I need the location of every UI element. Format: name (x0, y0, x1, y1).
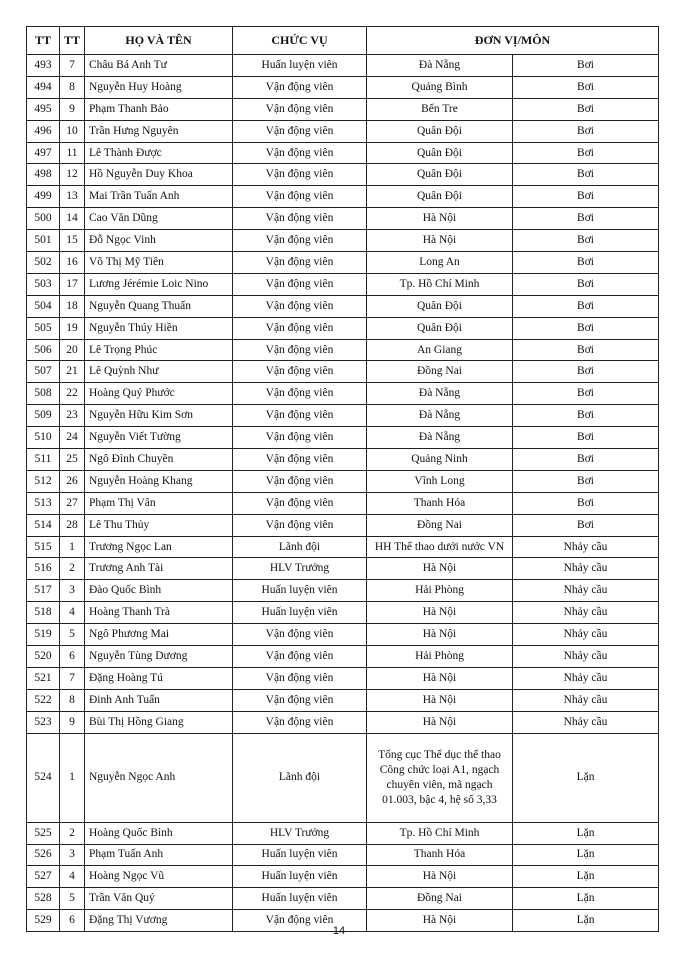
row-tt: 496 (27, 120, 60, 142)
row-sport: Bơi (513, 273, 659, 295)
row-tt: 516 (27, 558, 60, 580)
row-name: Hồ Nguyễn Duy Khoa (85, 164, 233, 186)
row-sport: Bơi (513, 230, 659, 252)
row-sport: Nhảy cầu (513, 711, 659, 733)
row-tt: 503 (27, 273, 60, 295)
row-role: Vận động viên (233, 910, 367, 932)
row-sub-tt: 9 (60, 98, 85, 120)
table-row (27, 405, 659, 427)
row-name: Nguyễn Viết Tường (85, 427, 233, 449)
row-sport: Nhảy cầu (513, 624, 659, 646)
row-unit: Quân Đội (367, 295, 513, 317)
row-role: Vận động viên (233, 427, 367, 449)
row-tt: 511 (27, 449, 60, 471)
row-name: Đặng Hoàng Tú (85, 667, 233, 689)
row-name: Hoàng Thanh Trà (85, 602, 233, 624)
row-sport: Lặn (513, 733, 659, 822)
row-name: Cao Văn Dũng (85, 208, 233, 230)
row-sub-tt: 11 (60, 142, 85, 164)
row-sport: Bơi (513, 208, 659, 230)
row-name: Trương Ngọc Lan (85, 536, 233, 558)
table-row (27, 470, 659, 492)
row-sport: Lặn (513, 866, 659, 888)
row-unit: Quân Đội (367, 317, 513, 339)
row-unit: Hà Nội (367, 866, 513, 888)
row-sport: Bơi (513, 361, 659, 383)
table-row (27, 98, 659, 120)
row-sport: Bơi (513, 252, 659, 274)
row-sport: Bơi (513, 383, 659, 405)
table-row (27, 667, 659, 689)
row-role: Lãnh đội (233, 733, 367, 822)
row-name: Đặng Thị Vương (85, 910, 233, 932)
row-role: Vận động viên (233, 142, 367, 164)
row-tt: 500 (27, 208, 60, 230)
row-tt: 508 (27, 383, 60, 405)
row-tt: 521 (27, 667, 60, 689)
row-sub-tt: 9 (60, 711, 85, 733)
row-name: Nguyễn Ngọc Anh (85, 733, 233, 822)
header-sub-tt: TT (60, 27, 85, 55)
row-role: Huấn luyện viên (233, 866, 367, 888)
row-tt: 525 (27, 822, 60, 844)
row-sport: Lặn (513, 910, 659, 932)
row-unit: Quảng Ninh (367, 449, 513, 471)
row-role: Vận động viên (233, 76, 367, 98)
row-unit: Đồng Nai (367, 361, 513, 383)
row-tt: 517 (27, 580, 60, 602)
row-tt: 506 (27, 339, 60, 361)
row-unit: Đà Nẵng (367, 427, 513, 449)
row-role: Vận động viên (233, 646, 367, 668)
row-unit: Hà Nội (367, 910, 513, 932)
row-sub-tt: 14 (60, 208, 85, 230)
row-tt: 527 (27, 866, 60, 888)
row-sub-tt: 2 (60, 822, 85, 844)
row-unit: Hà Nội (367, 667, 513, 689)
row-sub-tt: 4 (60, 602, 85, 624)
row-sub-tt: 19 (60, 317, 85, 339)
row-role: Vận động viên (233, 339, 367, 361)
row-sub-tt: 13 (60, 186, 85, 208)
row-name: Ngô Phương Mai (85, 624, 233, 646)
row-name: Võ Thị Mỹ Tiên (85, 252, 233, 274)
row-role: Vận động viên (233, 689, 367, 711)
row-sport: Nhảy cầu (513, 689, 659, 711)
row-role: Vận động viên (233, 449, 367, 471)
table-row (27, 689, 659, 711)
table-row (27, 844, 659, 866)
row-name: Hoàng Quốc Bình (85, 822, 233, 844)
row-tt: 524 (27, 733, 60, 822)
row-tt: 507 (27, 361, 60, 383)
row-role: Vận động viên (233, 208, 367, 230)
row-tt: 529 (27, 910, 60, 932)
row-sport: Bơi (513, 55, 659, 77)
row-sub-tt: 24 (60, 427, 85, 449)
row-tt: 528 (27, 888, 60, 910)
row-tt: 513 (27, 492, 60, 514)
table-row (27, 142, 659, 164)
row-unit: Bến Tre (367, 98, 513, 120)
row-name: Lê Thu Thủy (85, 514, 233, 536)
row-unit: Tp. Hồ Chí Minh (367, 822, 513, 844)
row-sub-tt: 28 (60, 514, 85, 536)
table-row (27, 492, 659, 514)
row-unit: Long An (367, 252, 513, 274)
row-name: Nguyễn Huy Hoàng (85, 76, 233, 98)
row-role: Vận động viên (233, 295, 367, 317)
row-sub-tt: 10 (60, 120, 85, 142)
row-name: Nguyễn Thúy Hiền (85, 317, 233, 339)
row-sport: Nhảy cầu (513, 602, 659, 624)
row-role: Vận động viên (233, 230, 367, 252)
row-tt: 495 (27, 98, 60, 120)
row-sub-tt: 3 (60, 580, 85, 602)
row-sub-tt: 16 (60, 252, 85, 274)
header-unit-sport: ĐƠN VỊ/MÔN (367, 27, 659, 55)
row-tt: 510 (27, 427, 60, 449)
row-sport: Nhảy cầu (513, 667, 659, 689)
row-sport: Lặn (513, 822, 659, 844)
row-name: Trần Văn Quý (85, 888, 233, 910)
table-row (27, 230, 659, 252)
row-sub-tt: 25 (60, 449, 85, 471)
table-row (27, 733, 659, 822)
row-sport: Nhảy cầu (513, 646, 659, 668)
row-role: Vận động viên (233, 317, 367, 339)
row-tt: 522 (27, 689, 60, 711)
header-name: HỌ VÀ TÊN (85, 27, 233, 55)
row-name: Nguyễn Tùng Dương (85, 646, 233, 668)
row-sub-tt: 6 (60, 910, 85, 932)
row-sub-tt: 12 (60, 164, 85, 186)
row-unit: Đồng Nai (367, 888, 513, 910)
row-sport: Bơi (513, 427, 659, 449)
row-tt: 519 (27, 624, 60, 646)
row-unit: Hà Nội (367, 230, 513, 252)
table-row (27, 514, 659, 536)
row-sport: Bơi (513, 186, 659, 208)
row-tt: 520 (27, 646, 60, 668)
row-role: Vận động viên (233, 383, 367, 405)
row-role: Vận động viên (233, 120, 367, 142)
row-sport: Lặn (513, 844, 659, 866)
table-row (27, 536, 659, 558)
table-row (27, 427, 659, 449)
row-sub-tt: 15 (60, 230, 85, 252)
row-name: Phạm Thị Vân (85, 492, 233, 514)
row-role: Vận động viên (233, 164, 367, 186)
row-role: Huấn luyện viên (233, 580, 367, 602)
row-unit: Hà Nội (367, 602, 513, 624)
row-sport: Bơi (513, 98, 659, 120)
row-sub-tt: 1 (60, 733, 85, 822)
row-sport: Bơi (513, 317, 659, 339)
row-unit: Quân Đội (367, 186, 513, 208)
row-sport: Nhảy cầu (513, 536, 659, 558)
row-sport: Nhảy cầu (513, 580, 659, 602)
row-role: Vận động viên (233, 624, 367, 646)
row-name: Nguyễn Quang Thuấn (85, 295, 233, 317)
row-unit: Đà Nẵng (367, 55, 513, 77)
row-unit: Quân Đội (367, 120, 513, 142)
table-row (27, 383, 659, 405)
header-tt: TT (27, 27, 60, 55)
row-unit: Hải Phòng (367, 580, 513, 602)
row-name: Mai Trần Tuấn Anh (85, 186, 233, 208)
table-row (27, 822, 659, 844)
table-row (27, 76, 659, 98)
row-sub-tt: 27 (60, 492, 85, 514)
row-tt: 494 (27, 76, 60, 98)
row-sub-tt: 5 (60, 888, 85, 910)
row-role: HLV Trưởng (233, 558, 367, 580)
row-unit: Hải Phòng (367, 646, 513, 668)
row-tt: 509 (27, 405, 60, 427)
row-role: Vận động viên (233, 361, 367, 383)
row-name: Phạm Thanh Bảo (85, 98, 233, 120)
row-name: Đinh Anh Tuấn (85, 689, 233, 711)
row-role: Vận động viên (233, 667, 367, 689)
table-row (27, 580, 659, 602)
row-tt: 504 (27, 295, 60, 317)
row-name: Trần Hưng Nguyên (85, 120, 233, 142)
row-unit: Tp. Hồ Chí Minh (367, 273, 513, 295)
table-row (27, 624, 659, 646)
row-name: Hoàng Ngọc Vũ (85, 866, 233, 888)
row-role: Vận động viên (233, 98, 367, 120)
row-unit: Thanh Hóa (367, 844, 513, 866)
row-sub-tt: 17 (60, 273, 85, 295)
row-name: Hoàng Quý Phước (85, 383, 233, 405)
table-row (27, 120, 659, 142)
row-role: Huấn luyện viên (233, 844, 367, 866)
row-sport: Bơi (513, 142, 659, 164)
row-sport: Nhảy cầu (513, 558, 659, 580)
table-row (27, 711, 659, 733)
row-role: Vận động viên (233, 252, 367, 274)
row-role: Vận động viên (233, 186, 367, 208)
row-name: Đỗ Ngọc Vinh (85, 230, 233, 252)
row-sub-tt: 23 (60, 405, 85, 427)
row-sport: Bơi (513, 120, 659, 142)
table-row (27, 295, 659, 317)
row-name: Phạm Tuấn Anh (85, 844, 233, 866)
row-sub-tt: 8 (60, 76, 85, 98)
table-row (27, 252, 659, 274)
table-row (27, 317, 659, 339)
row-sport: Lặn (513, 888, 659, 910)
row-role: Huấn luyện viên (233, 55, 367, 77)
roster-body (27, 55, 659, 932)
roster-table (26, 26, 659, 932)
row-tt: 499 (27, 186, 60, 208)
row-role: Vận động viên (233, 470, 367, 492)
row-sport: Bơi (513, 492, 659, 514)
table-row (27, 164, 659, 186)
row-unit: An Giang (367, 339, 513, 361)
row-name: Ngô Đình Chuyền (85, 449, 233, 471)
table-row (27, 339, 659, 361)
table-row (27, 361, 659, 383)
row-unit: Đà Nẵng (367, 383, 513, 405)
row-sport: Bơi (513, 470, 659, 492)
row-sub-tt: 21 (60, 361, 85, 383)
row-unit: Quân Đội (367, 142, 513, 164)
row-unit: Hà Nội (367, 558, 513, 580)
row-sub-tt: 22 (60, 383, 85, 405)
row-name: Nguyễn Hoàng Khang (85, 470, 233, 492)
row-sport: Bơi (513, 449, 659, 471)
row-sub-tt: 7 (60, 667, 85, 689)
row-tt: 498 (27, 164, 60, 186)
row-name: Nguyễn Hữu Kim Sơn (85, 405, 233, 427)
row-role: Vận động viên (233, 405, 367, 427)
row-unit: HH Thể thao dưới nước VN (367, 536, 513, 558)
table-row (27, 888, 659, 910)
row-sub-tt: 20 (60, 339, 85, 361)
row-tt: 518 (27, 602, 60, 624)
row-name: Bùi Thị Hồng Giang (85, 711, 233, 733)
row-name: Trương Anh Tài (85, 558, 233, 580)
row-sport: Bơi (513, 164, 659, 186)
row-unit: Vĩnh Long (367, 470, 513, 492)
row-sub-tt: 4 (60, 866, 85, 888)
row-role: Huấn luyện viên (233, 602, 367, 624)
table-row (27, 866, 659, 888)
row-tt: 526 (27, 844, 60, 866)
row-tt: 523 (27, 711, 60, 733)
row-sub-tt: 6 (60, 646, 85, 668)
table-row (27, 273, 659, 295)
row-sport: Bơi (513, 339, 659, 361)
header-row (27, 27, 659, 55)
table-row (27, 449, 659, 471)
row-tt: 501 (27, 230, 60, 252)
row-unit: Quân Đội (367, 164, 513, 186)
row-name: Lương Jérémie Loic Nino (85, 273, 233, 295)
row-unit: Hà Nội (367, 208, 513, 230)
row-sub-tt: 5 (60, 624, 85, 646)
row-sub-tt: 2 (60, 558, 85, 580)
row-unit: Tổng cục Thể dục thể thao Công chức loại A1, ngạch chuyên viên, mã ngạch 01.003, bậc 4, hệ số 3,33 (367, 733, 513, 822)
row-sport: Bơi (513, 295, 659, 317)
row-sub-tt: 3 (60, 844, 85, 866)
table-row (27, 558, 659, 580)
row-role: Huấn luyện viên (233, 888, 367, 910)
row-sub-tt: 8 (60, 689, 85, 711)
row-role: Vận động viên (233, 711, 367, 733)
row-name: Lê Thành Được (85, 142, 233, 164)
row-name: Lê Trọng Phúc (85, 339, 233, 361)
row-tt: 514 (27, 514, 60, 536)
table-row (27, 602, 659, 624)
row-unit: Đà Nẵng (367, 405, 513, 427)
row-tt: 515 (27, 536, 60, 558)
row-unit: Quảng Bình (367, 76, 513, 98)
row-sub-tt: 1 (60, 536, 85, 558)
table-row (27, 186, 659, 208)
row-role: Vận động viên (233, 514, 367, 536)
row-sport: Bơi (513, 405, 659, 427)
row-sport: Bơi (513, 514, 659, 536)
page-number: 14 (332, 925, 346, 937)
row-tt: 505 (27, 317, 60, 339)
row-role: HLV Trưởng (233, 822, 367, 844)
row-role: Lãnh đội (233, 536, 367, 558)
row-tt: 502 (27, 252, 60, 274)
row-tt: 497 (27, 142, 60, 164)
header-role: CHỨC VỤ (233, 27, 367, 55)
row-role: Vận động viên (233, 273, 367, 295)
table-row (27, 55, 659, 77)
row-tt: 493 (27, 55, 60, 77)
row-sub-tt: 7 (60, 55, 85, 77)
row-unit: Đồng Nai (367, 514, 513, 536)
row-name: Châu Bá Anh Tư (85, 55, 233, 77)
row-unit: Hà Nội (367, 624, 513, 646)
row-name: Đào Quốc Bình (85, 580, 233, 602)
row-unit: Hà Nội (367, 689, 513, 711)
row-sub-tt: 26 (60, 470, 85, 492)
row-unit: Hà Nội (367, 711, 513, 733)
row-sub-tt: 18 (60, 295, 85, 317)
table-row (27, 208, 659, 230)
row-role: Vận động viên (233, 492, 367, 514)
row-sport: Bơi (513, 76, 659, 98)
row-name: Lê Quỳnh Như (85, 361, 233, 383)
row-unit: Thanh Hóa (367, 492, 513, 514)
row-tt: 512 (27, 470, 60, 492)
table-row (27, 646, 659, 668)
